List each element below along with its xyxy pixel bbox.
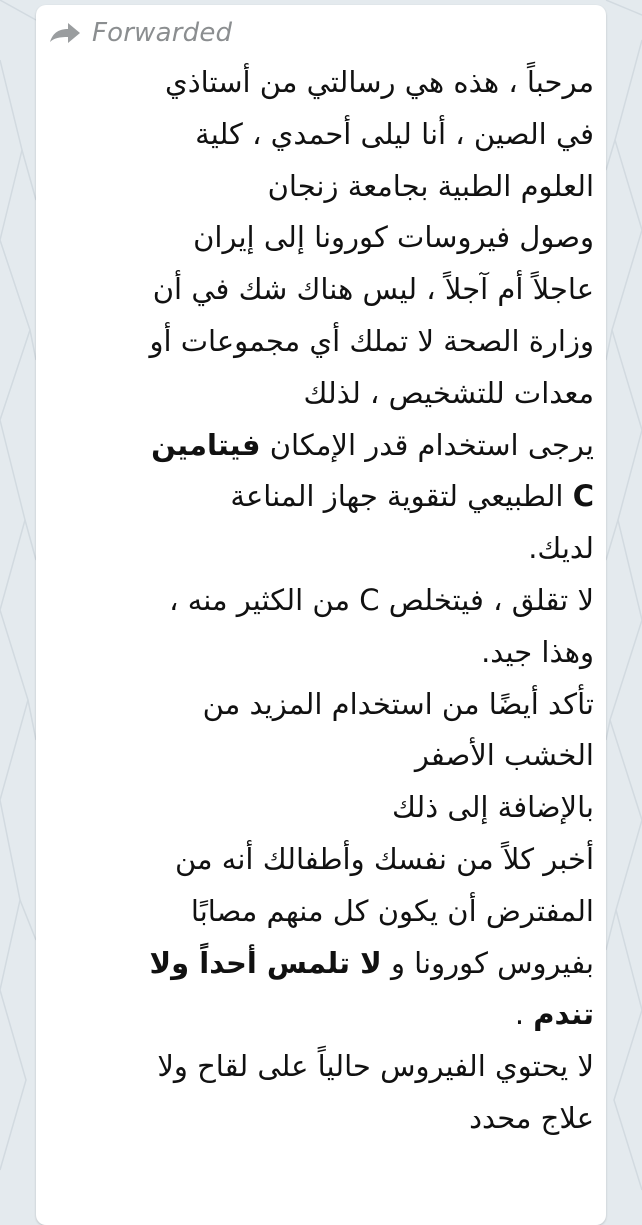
message-line-text: عاجلاً أم آجلاً ، ليس هناك شك في أن (152, 272, 594, 307)
message-line-bold-text: تندم (533, 997, 594, 1032)
message-line-text: بالإضافة إلى ذلك (391, 790, 594, 825)
message-line-text: أخبر كلاً من نفسك وأطفالك أنه من (174, 841, 594, 876)
message-line-bold-text: فيتامين (151, 427, 261, 462)
message-line (50, 264, 594, 316)
message-line (50, 886, 594, 938)
message-line-text: مرحباً ، هذه هي رسالتي من أستاذي (165, 65, 594, 99)
message-line (50, 575, 594, 627)
message-line (50, 57, 594, 109)
forward-arrow-icon (48, 20, 82, 46)
message-line (50, 161, 594, 213)
message-line-text: وهذا جيد. (481, 634, 594, 669)
message-line (50, 316, 594, 368)
message-line-text: لا يحتوي الفيروس حالياً على لقاح ولا (157, 1049, 594, 1084)
message-line (50, 938, 594, 990)
message-line-text: الطبيعي لتقوية جهاز المناعة (230, 479, 573, 514)
message-line-text: لديك. (528, 531, 594, 566)
message-line-bold-text: لا تلمس أحداً ولا (149, 945, 382, 980)
message-line-text: بفيروس كورونا و (381, 945, 594, 980)
message-line-text: المفترض أن يكون كل منهم مصابًا (190, 893, 594, 928)
message-line (50, 368, 594, 420)
message-line (50, 471, 594, 523)
message-line-text: علاج محدد (469, 1100, 594, 1135)
message-line-text: وزارة الصحة لا تملك أي مجموعات أو (149, 323, 594, 358)
message-line-text: الخشب الأصفر (414, 738, 594, 773)
message-line-text: في الصين ، أنا ليلى أحمدي ، كلية (195, 116, 594, 151)
message-line-text: لا تقلق ، فيتخلص C من الكثير منه ، (169, 582, 594, 617)
message-line (50, 834, 594, 886)
message-line-bold-text: C (572, 479, 594, 514)
message-line (50, 109, 594, 161)
message-line-text: معدات للتشخيص ، لذلك (303, 375, 594, 410)
message-line (50, 627, 594, 679)
forwarded-label: Forwarded (92, 18, 233, 48)
message-text (50, 57, 594, 1145)
message-line (50, 420, 594, 472)
message-line-text: وصول فيروسات كورونا إلى إيران (193, 220, 594, 255)
message-line (50, 212, 594, 264)
forwarded-header (48, 13, 232, 53)
message-line-text: العلوم الطبية بجامعة زنجان (267, 168, 594, 203)
message-line (50, 782, 594, 834)
message-line (50, 1093, 594, 1145)
message-line (50, 679, 594, 731)
message-line (50, 730, 594, 782)
message-line-text: يرجى استخدام قدر الإمكان (260, 427, 594, 462)
message-line-text: تأكد أيضًا من استخدام المزيد من (202, 686, 594, 721)
message-line (50, 1041, 594, 1093)
message-line (50, 989, 594, 1041)
message-bubble[interactable] (36, 5, 606, 1225)
message-line-text: . (514, 997, 534, 1032)
message-line (50, 523, 594, 575)
